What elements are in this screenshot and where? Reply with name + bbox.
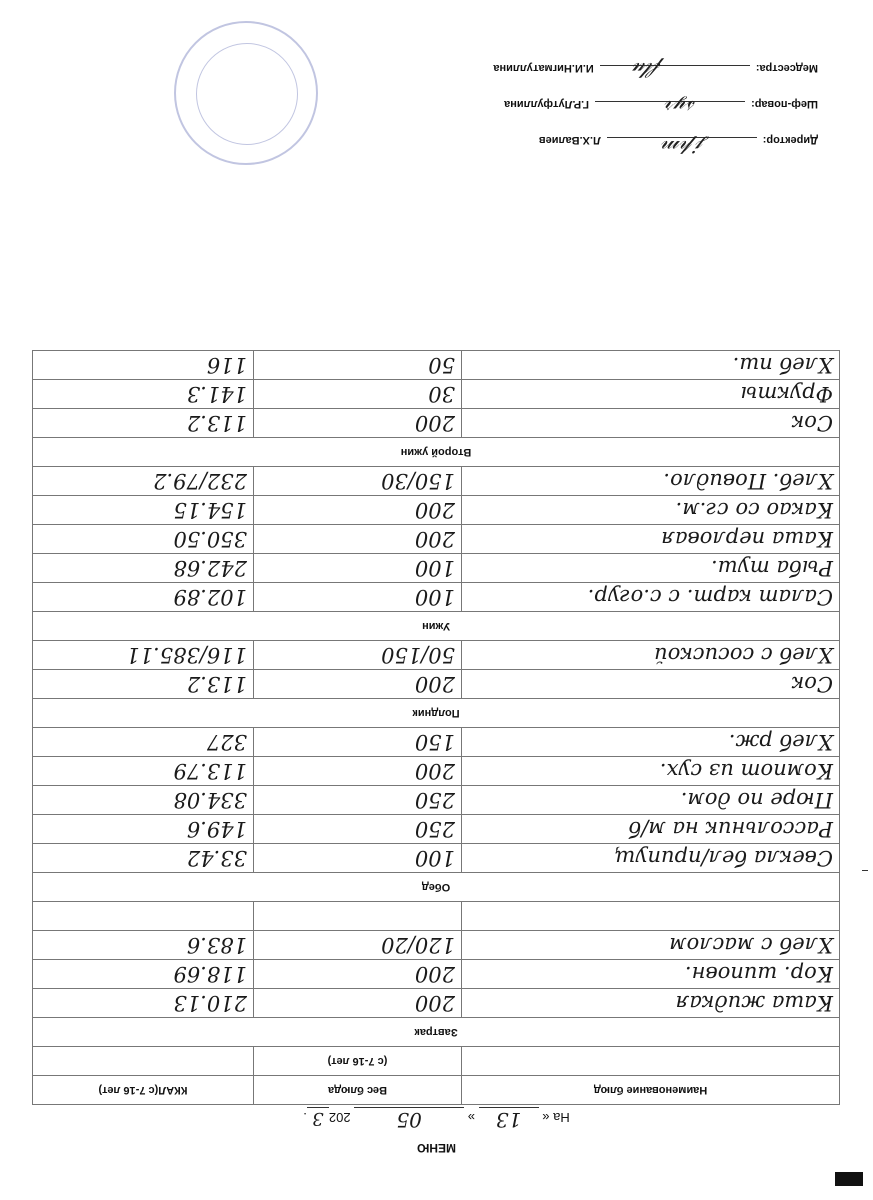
handwritten-signature: 𝒻𝓁𝓊 (633, 57, 663, 82)
table-row (33, 960, 840, 989)
dish-kcal: 33.42 (33, 844, 254, 873)
table-row (33, 554, 840, 583)
date-year-prefix: 202 (328, 1110, 351, 1125)
dish-weight: 50 (254, 351, 462, 380)
dish-kcal: 210.13 (33, 989, 254, 1018)
section-breakfast (33, 1018, 840, 1047)
dish-name: Какао со сг.м. (462, 496, 840, 525)
dish-kcal: 113.2 (33, 409, 254, 438)
dish-kcal: 113.2 (33, 670, 254, 699)
section-snack (33, 699, 840, 728)
dish-weight: 250 (254, 786, 462, 815)
table-header (33, 1076, 840, 1105)
table-row (33, 467, 840, 496)
section-title: Завтрак (33, 1018, 840, 1047)
handwritten-signature: 𝒿𝓅𝓂 (661, 135, 708, 160)
scan-edge-mark (862, 870, 868, 871)
dish-kcal: 327 (33, 728, 254, 757)
dish-weight: 200 (254, 670, 462, 699)
date-day: 13 (479, 1107, 539, 1132)
dish-kcal: 118.69 (33, 960, 254, 989)
table-row (33, 583, 840, 612)
dish-kcal: 154.15 (33, 496, 254, 525)
dish-name: Компот из сух. (462, 757, 840, 786)
table-row (33, 351, 840, 380)
director-name: Л.Х.Валиев (538, 134, 601, 146)
date-month: 05 (354, 1107, 464, 1132)
table-row-empty (33, 902, 840, 931)
dish-name: Хлеб. Повидло. (462, 467, 840, 496)
dish-name: Свекла бел/припущ (462, 844, 840, 873)
dish-name: Хлеб рж. (462, 728, 840, 757)
date-end: . (303, 1110, 307, 1125)
handwritten-signature: 𝓈𝓎𝓇 (664, 95, 695, 120)
dish-kcal: 350.50 (33, 525, 254, 554)
table-row (33, 409, 840, 438)
chef-role: Шеф-повар: (751, 98, 818, 110)
table-row (33, 496, 840, 525)
table-row (33, 815, 840, 844)
table-row (33, 728, 840, 757)
section-title: Обед (33, 873, 840, 902)
dish-name: Рыба туш. (462, 554, 840, 583)
dish-kcal: 116 (33, 351, 254, 380)
section-title: Второй ужин (33, 438, 840, 467)
dish-kcal: 141.3 (33, 380, 254, 409)
header-kcal: ККАЛ(с 7-16 лет) (33, 1076, 254, 1105)
date-mid: » (467, 1110, 476, 1125)
dish-name: Фрукты (462, 380, 840, 409)
dish-kcal: 149.6 (33, 815, 254, 844)
dish-weight: 200 (254, 409, 462, 438)
chef-signature (504, 98, 818, 112)
section-dinner2 (33, 438, 840, 467)
table-subheader (33, 1047, 840, 1076)
dish-kcal: 334.08 (33, 786, 254, 815)
dish-name: Сок (462, 670, 840, 699)
header-age-note: (с 7-16 лет) (254, 1047, 462, 1076)
table-row (33, 670, 840, 699)
dish-name: Салат карт. с с.огур. (462, 583, 840, 612)
dish-name: Сок (462, 409, 840, 438)
menu-title: МЕНЮ (416, 1141, 457, 1155)
dish-weight: 100 (254, 554, 462, 583)
table-row (33, 989, 840, 1018)
dish-weight: 150 (254, 728, 462, 757)
dish-weight: 200 (254, 989, 462, 1018)
section-lunch (33, 873, 840, 902)
dish-weight: 250 (254, 815, 462, 844)
director-role: Директор: (762, 134, 818, 146)
dish-weight: 100 (254, 844, 462, 873)
dish-weight: 120/20 (254, 931, 462, 960)
nurse-role: Медсестра: (755, 62, 818, 74)
dish-name: Пюре по дом. (462, 786, 840, 815)
dish-weight: 200 (254, 525, 462, 554)
dish-kcal: 232/79.2 (33, 467, 254, 496)
header-name: Наименование блюд (462, 1076, 840, 1105)
dish-name: Хлеб с маслом (462, 931, 840, 960)
dish-name: Хлеб с сосиской (462, 641, 840, 670)
section-dinner (33, 612, 840, 641)
nurse-name: И.И.Нигматуллина (493, 62, 594, 74)
dish-weight: 200 (254, 757, 462, 786)
dish-weight: 200 (254, 496, 462, 525)
signature-line (600, 65, 750, 76)
chef-name: Г.Р.Лутфуллина (504, 98, 590, 110)
dish-weight: 150/30 (254, 467, 462, 496)
dish-weight: 100 (254, 583, 462, 612)
section-title: Ужин (33, 612, 840, 641)
dish-kcal: 116/385.11 (33, 641, 254, 670)
table-row (33, 641, 840, 670)
dish-weight: 30 (254, 380, 462, 409)
date-year-suffix: 3 (307, 1107, 329, 1129)
dish-kcal: 242.68 (33, 554, 254, 583)
menu-date (0, 1107, 873, 1132)
dish-name: Рассольник на м/б (462, 815, 840, 844)
date-prefix: На « (542, 1110, 570, 1125)
table-row (33, 757, 840, 786)
section-title: Полдник (33, 699, 840, 728)
table-row (33, 931, 840, 960)
dish-weight: 200 (254, 960, 462, 989)
dish-kcal: 183.6 (33, 931, 254, 960)
header-weight: Вес блюда (254, 1076, 462, 1105)
dish-kcal: 102.89 (33, 583, 254, 612)
dish-name: Хлеб пш. (462, 351, 840, 380)
menu-table (32, 350, 840, 1105)
dish-name: Каша перловая (462, 525, 840, 554)
dish-kcal: 113.79 (33, 757, 254, 786)
dish-name: Кор. шиповн. (462, 960, 840, 989)
dish-weight: 50/150 (254, 641, 462, 670)
scan-corner-mark (835, 1172, 863, 1186)
table-row (33, 786, 840, 815)
official-stamp (174, 21, 318, 165)
dish-name: Каша жидкая (462, 989, 840, 1018)
table-row (33, 844, 840, 873)
table-row (33, 525, 840, 554)
table-row (33, 380, 840, 409)
